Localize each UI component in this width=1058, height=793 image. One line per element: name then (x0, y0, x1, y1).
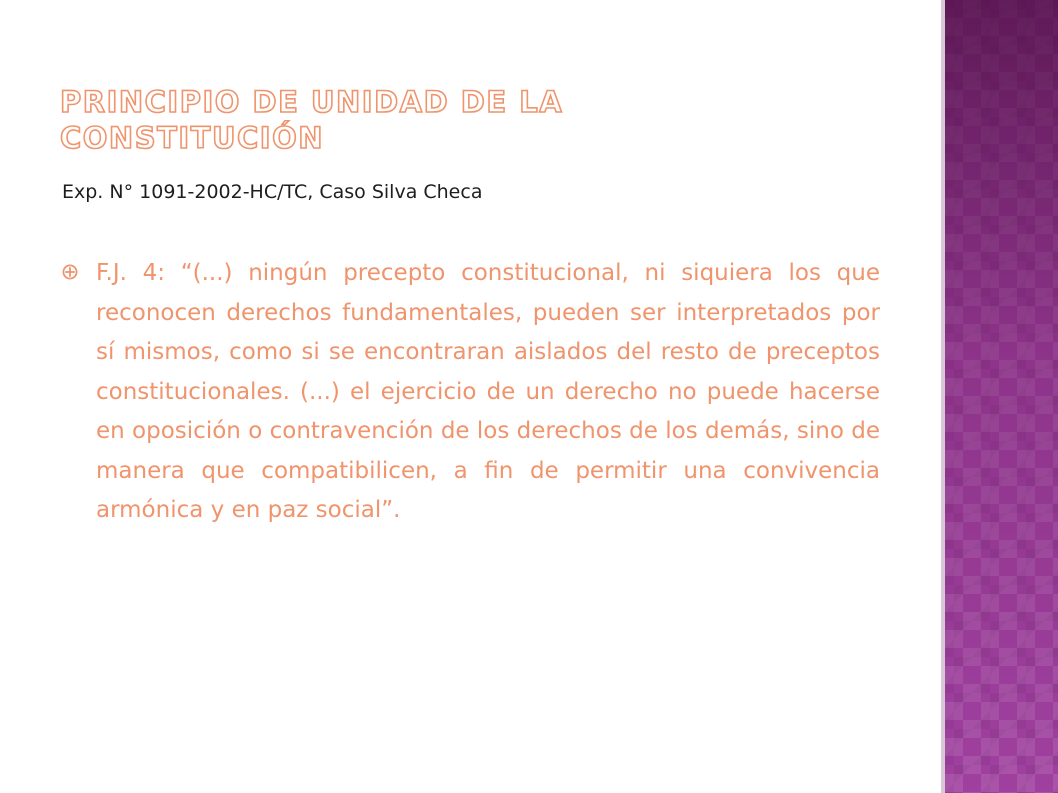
case-reference: Exp. N° 1091-2002-HC/TC, Caso Silva Checa (62, 181, 483, 203)
circled-cross-bullet-icon (62, 264, 78, 280)
bullet-text: F.J. 4: “(...) ningún precepto constitucional, ni siquiera los que reconocen derechos fundamentales, pueden ser interpretados por sí mismos, como si se encontraran aislados del resto de preceptos constitucionales. (...) el ejercicio de un derecho no puede hacerse en oposición o contravención de los derechos de los demás, sino de manera que compatibilicen, a fin de permitir una convivencia armónica y en paz social”. (96, 260, 880, 523)
bullet-item (62, 254, 880, 531)
bullet-list (62, 254, 880, 531)
decorative-side-panel (945, 0, 1058, 793)
slide-title: PRINCIPIO DE UNIDAD DE LA CONSTITUCIÓN (60, 85, 564, 155)
